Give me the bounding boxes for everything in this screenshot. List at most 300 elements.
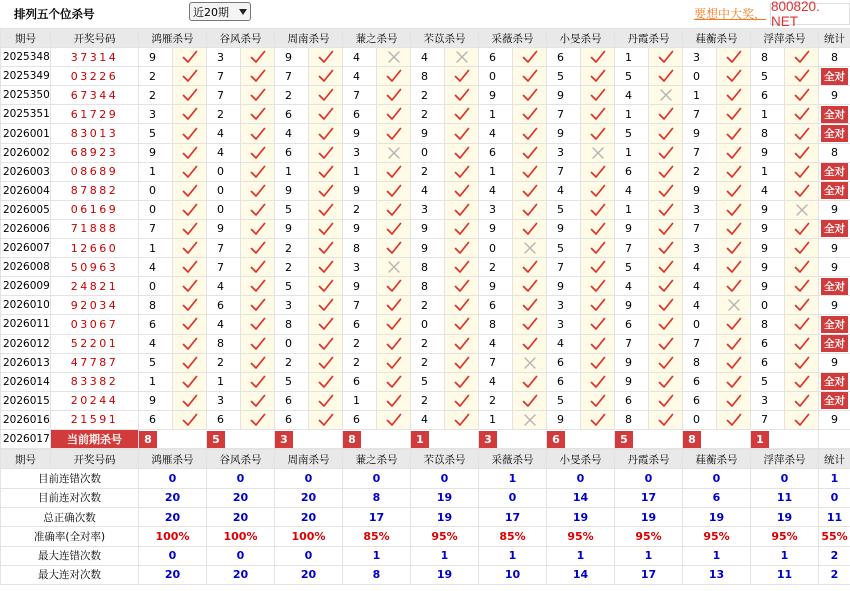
check-icon (377, 334, 411, 353)
row-stat: 9 (819, 200, 850, 219)
check-icon (309, 334, 343, 353)
table-row (1, 239, 850, 258)
cross-icon (785, 200, 819, 219)
check-icon (649, 143, 683, 162)
kill-number: 2 (275, 258, 309, 277)
kill-number: 0 (139, 200, 173, 219)
row-period: 2026016 (1, 410, 51, 429)
check-icon (377, 277, 411, 296)
row-stat (819, 219, 850, 238)
current-stat-empty (819, 429, 850, 448)
check-icon (445, 124, 479, 143)
check-icon (241, 315, 275, 334)
chevron-down-icon (239, 5, 247, 18)
stats-value: 19 (411, 565, 479, 584)
kill-number: 4 (207, 143, 241, 162)
row-draw-number: 21591 (51, 410, 139, 429)
kill-number: 6 (343, 105, 377, 124)
check-icon (717, 143, 751, 162)
stats-value: 1 (411, 546, 479, 565)
row-draw-number: 92034 (51, 296, 139, 315)
stats-value: 95% (615, 527, 683, 546)
current-period: 2026017 (1, 429, 51, 448)
stats-value: 1 (751, 546, 819, 565)
stats-header-expert-8: 蓕蘅杀号 (683, 450, 751, 469)
kill-number: 9 (751, 239, 785, 258)
stats-value: 13 (683, 565, 751, 584)
kill-number: 8 (207, 334, 241, 353)
check-icon (377, 67, 411, 86)
row-period: 2026012 (1, 334, 51, 353)
check-icon (309, 391, 343, 410)
row-draw-number: 12660 (51, 239, 139, 258)
check-icon (581, 48, 615, 67)
kill-number: 1 (275, 162, 309, 181)
kill-number: 2 (343, 200, 377, 219)
check-icon (649, 391, 683, 410)
kill-number: 3 (207, 391, 241, 410)
check-icon (581, 124, 615, 143)
stats-header-expert-6: 小旻杀号 (547, 450, 615, 469)
stats-value: 0 (343, 469, 411, 488)
kill-number: 9 (343, 181, 377, 200)
check-icon (513, 315, 547, 334)
stats-header-expert-4: 芣苡杀号 (411, 450, 479, 469)
row-period: 2026014 (1, 372, 51, 391)
kill-number: 0 (207, 181, 241, 200)
table-row (1, 391, 850, 410)
row-period: 2026015 (1, 391, 51, 410)
current-kill-cell (683, 429, 751, 448)
check-icon (513, 124, 547, 143)
check-icon (649, 48, 683, 67)
check-icon (309, 296, 343, 315)
header-expert-4: 芣苡杀号 (411, 29, 479, 48)
kill-number: 5 (275, 372, 309, 391)
row-stat (819, 315, 850, 334)
row-period: 2026011 (1, 315, 51, 334)
kill-number: 9 (547, 86, 581, 105)
kill-number: 7 (683, 219, 717, 238)
all-correct-badge: 全对 (821, 182, 848, 199)
kill-number: 9 (275, 219, 309, 238)
stats-value: 19 (751, 507, 819, 526)
check-icon (513, 143, 547, 162)
check-icon (649, 105, 683, 124)
row-period: 2025350 (1, 86, 51, 105)
check-icon (173, 391, 207, 410)
kill-number: 2 (343, 353, 377, 372)
stats-total: 1 (819, 469, 850, 488)
check-icon (241, 105, 275, 124)
kill-number: 1 (615, 48, 649, 67)
row-period: 2026006 (1, 219, 51, 238)
check-icon (241, 410, 275, 429)
kill-number: 6 (275, 143, 309, 162)
kill-number: 1 (139, 372, 173, 391)
check-icon (241, 48, 275, 67)
stats-row-label: 最大连对次数 (1, 565, 139, 584)
stats-value: 20 (207, 507, 275, 526)
stats-header-expert-7: 丹霞杀号 (615, 450, 683, 469)
kill-number: 9 (751, 258, 785, 277)
stats-row-label: 目前连错次数 (1, 469, 139, 488)
kill-number: 4 (615, 277, 649, 296)
check-icon (445, 372, 479, 391)
row-period: 2026009 (1, 277, 51, 296)
kill-number: 7 (207, 258, 241, 277)
kill-number: 7 (547, 258, 581, 277)
kill-number: 2 (411, 334, 445, 353)
current-kill-cell (207, 429, 275, 448)
kill-number: 8 (411, 67, 445, 86)
check-icon (173, 124, 207, 143)
check-icon (445, 277, 479, 296)
table-row (1, 258, 850, 277)
current-period-label: 当前期杀号 (51, 429, 139, 448)
kill-number: 5 (139, 353, 173, 372)
table-row (1, 372, 850, 391)
cross-icon (445, 48, 479, 67)
check-icon (649, 124, 683, 143)
check-icon (173, 258, 207, 277)
period-select[interactable] (189, 2, 251, 21)
kill-number: 9 (615, 296, 649, 315)
kill-number: 6 (751, 353, 785, 372)
stats-header-draw: 开奖号码 (51, 450, 139, 469)
check-icon (717, 258, 751, 277)
check-icon (445, 67, 479, 86)
stats-value: 10 (479, 565, 547, 584)
kill-number: 3 (547, 296, 581, 315)
kill-number: 7 (751, 410, 785, 429)
kill-number: 9 (479, 219, 513, 238)
kill-number: 5 (751, 67, 785, 86)
kill-number: 3 (547, 315, 581, 334)
kill-number: 1 (479, 410, 513, 429)
stats-table (0, 449, 850, 585)
check-icon (377, 296, 411, 315)
promo-link[interactable]: 要想中大奖， (694, 7, 767, 21)
kill-number: 8 (411, 258, 445, 277)
stats-value: 1 (615, 546, 683, 565)
check-icon (649, 181, 683, 200)
kill-number: 9 (479, 86, 513, 105)
check-icon (785, 277, 819, 296)
kill-number: 9 (343, 124, 377, 143)
stats-value: 14 (547, 565, 615, 584)
kill-number: 1 (751, 162, 785, 181)
stats-row (1, 565, 850, 584)
stats-row (1, 527, 850, 546)
row-period: 2026008 (1, 258, 51, 277)
check-icon (173, 219, 207, 238)
check-icon (649, 334, 683, 353)
stats-value: 17 (479, 507, 547, 526)
kill-number: 1 (139, 162, 173, 181)
stats-row (1, 507, 850, 526)
check-icon (241, 296, 275, 315)
check-icon (581, 181, 615, 200)
stats-value: 0 (751, 469, 819, 488)
row-draw-number: 50963 (51, 258, 139, 277)
cross-icon (377, 143, 411, 162)
check-icon (173, 334, 207, 353)
current-kill-number: 5 (207, 431, 225, 448)
check-icon (649, 353, 683, 372)
stats-value: 85% (479, 527, 547, 546)
check-icon (649, 67, 683, 86)
table-row (1, 124, 850, 143)
stats-value: 8 (343, 565, 411, 584)
current-kill-number: 8 (343, 431, 361, 448)
header-expert-6: 小旻杀号 (547, 29, 615, 48)
cross-icon (377, 258, 411, 277)
kill-number: 4 (547, 181, 581, 200)
check-icon (717, 315, 751, 334)
current-kill-number: 5 (615, 431, 633, 448)
table-header-row (1, 29, 850, 48)
check-icon (649, 162, 683, 181)
stats-value: 1 (479, 546, 547, 565)
kill-number: 5 (547, 239, 581, 258)
check-icon (717, 124, 751, 143)
header-expert-9: 浮萍杀号 (751, 29, 819, 48)
check-icon (513, 391, 547, 410)
kill-number: 0 (751, 296, 785, 315)
stats-value: 20 (207, 488, 275, 507)
row-stat (819, 124, 850, 143)
check-icon (173, 200, 207, 219)
kill-number: 1 (683, 86, 717, 105)
stats-value: 20 (275, 507, 343, 526)
kill-number: 4 (343, 67, 377, 86)
check-icon (581, 296, 615, 315)
row-draw-number: 68923 (51, 143, 139, 162)
check-icon (649, 258, 683, 277)
table-row (1, 67, 850, 86)
kill-number: 5 (615, 67, 649, 86)
stats-value: 20 (275, 488, 343, 507)
check-icon (173, 48, 207, 67)
row-stat (819, 105, 850, 124)
kill-number: 7 (479, 353, 513, 372)
row-stat (819, 67, 850, 86)
check-icon (785, 296, 819, 315)
check-icon (445, 410, 479, 429)
kill-number: 0 (139, 181, 173, 200)
stats-value: 100% (275, 527, 343, 546)
stats-value: 0 (139, 469, 207, 488)
table-row (1, 315, 850, 334)
check-icon (581, 353, 615, 372)
check-icon (649, 372, 683, 391)
watermark: 800820. NET (770, 3, 850, 25)
stats-value: 0 (207, 546, 275, 565)
row-draw-number: 06169 (51, 200, 139, 219)
check-icon (309, 277, 343, 296)
check-icon (445, 315, 479, 334)
check-icon (241, 67, 275, 86)
check-icon (173, 86, 207, 105)
check-icon (581, 410, 615, 429)
kill-number: 6 (275, 391, 309, 410)
stats-value: 0 (547, 469, 615, 488)
kill-number: 6 (139, 315, 173, 334)
check-icon (649, 410, 683, 429)
kill-number: 3 (275, 296, 309, 315)
kill-number: 8 (751, 48, 785, 67)
table-row (1, 410, 850, 429)
stats-value: 95% (683, 527, 751, 546)
check-icon (649, 200, 683, 219)
kill-number: 6 (343, 410, 377, 429)
stats-value: 1 (683, 546, 751, 565)
check-icon (717, 48, 751, 67)
current-kill-number: 3 (275, 431, 293, 448)
stats-row (1, 546, 850, 565)
check-icon (513, 48, 547, 67)
kill-number: 4 (479, 372, 513, 391)
check-icon (173, 162, 207, 181)
table-row (1, 277, 850, 296)
header-expert-2: 周南杀号 (275, 29, 343, 48)
kill-number: 1 (615, 143, 649, 162)
check-icon (173, 67, 207, 86)
kill-number: 6 (615, 315, 649, 334)
check-icon (785, 315, 819, 334)
header-expert-1: 谷风杀号 (207, 29, 275, 48)
check-icon (513, 334, 547, 353)
check-icon (445, 353, 479, 372)
check-icon (513, 162, 547, 181)
check-icon (377, 86, 411, 105)
kill-number: 4 (343, 48, 377, 67)
kill-number: 2 (275, 353, 309, 372)
check-icon (377, 315, 411, 334)
kill-number: 6 (139, 410, 173, 429)
row-stat (819, 372, 850, 391)
kill-number: 4 (207, 124, 241, 143)
kill-number: 2 (343, 334, 377, 353)
kill-number: 4 (479, 124, 513, 143)
table-row (1, 219, 850, 238)
check-icon (241, 181, 275, 200)
stats-value: 95% (751, 527, 819, 546)
row-draw-number: 03226 (51, 67, 139, 86)
check-icon (309, 219, 343, 238)
check-icon (173, 315, 207, 334)
row-stat: 9 (819, 239, 850, 258)
row-draw-number: 52201 (51, 334, 139, 353)
check-icon (717, 372, 751, 391)
kill-number: 9 (547, 410, 581, 429)
row-stat (819, 277, 850, 296)
kill-number: 9 (547, 219, 581, 238)
check-icon (241, 239, 275, 258)
kill-number: 9 (411, 219, 445, 238)
kill-number: 6 (343, 315, 377, 334)
check-icon (241, 258, 275, 277)
check-icon (717, 334, 751, 353)
stats-value: 100% (139, 527, 207, 546)
kill-number: 2 (683, 162, 717, 181)
check-icon (717, 67, 751, 86)
check-icon (173, 181, 207, 200)
row-period: 2026004 (1, 181, 51, 200)
kill-number: 4 (207, 277, 241, 296)
kill-number: 2 (411, 353, 445, 372)
kill-number: 9 (207, 219, 241, 238)
check-icon (581, 67, 615, 86)
row-stat: 9 (819, 258, 850, 277)
check-icon (785, 391, 819, 410)
row-stat (819, 391, 850, 410)
check-icon (309, 239, 343, 258)
current-period-row (1, 429, 850, 448)
kill-number: 1 (479, 162, 513, 181)
check-icon (785, 48, 819, 67)
check-icon (241, 372, 275, 391)
kill-number: 4 (411, 181, 445, 200)
kill-number: 5 (411, 372, 445, 391)
kill-number: 3 (683, 200, 717, 219)
current-kill-number: 6 (547, 431, 565, 448)
stats-value: 20 (207, 565, 275, 584)
check-icon (785, 162, 819, 181)
check-icon (785, 239, 819, 258)
row-stat: 9 (819, 353, 850, 372)
stats-row-label: 目前连对次数 (1, 488, 139, 507)
check-icon (173, 143, 207, 162)
check-icon (581, 239, 615, 258)
check-icon (377, 124, 411, 143)
check-icon (581, 277, 615, 296)
stats-value: 1 (547, 546, 615, 565)
all-correct-badge: 全对 (821, 125, 848, 142)
kill-number: 3 (683, 239, 717, 258)
kill-number: 2 (411, 105, 445, 124)
kill-number: 6 (751, 86, 785, 105)
cross-icon (513, 410, 547, 429)
stats-total: 2 (819, 565, 850, 584)
check-icon (785, 124, 819, 143)
check-icon (377, 200, 411, 219)
check-icon (445, 105, 479, 124)
check-icon (649, 219, 683, 238)
check-icon (785, 143, 819, 162)
check-icon (717, 162, 751, 181)
kill-number: 9 (139, 48, 173, 67)
check-icon (649, 239, 683, 258)
check-icon (513, 219, 547, 238)
stats-value: 19 (411, 488, 479, 507)
header-stats: 统计 (819, 29, 850, 48)
cross-icon (649, 86, 683, 105)
kill-number: 0 (683, 315, 717, 334)
check-icon (513, 200, 547, 219)
check-icon (513, 67, 547, 86)
kill-number: 3 (683, 48, 717, 67)
row-period: 2025349 (1, 67, 51, 86)
check-icon (309, 410, 343, 429)
kill-number: 5 (751, 372, 785, 391)
check-icon (173, 277, 207, 296)
check-icon (513, 277, 547, 296)
kill-number: 8 (751, 124, 785, 143)
stats-value: 0 (139, 546, 207, 565)
stats-value: 100% (207, 527, 275, 546)
